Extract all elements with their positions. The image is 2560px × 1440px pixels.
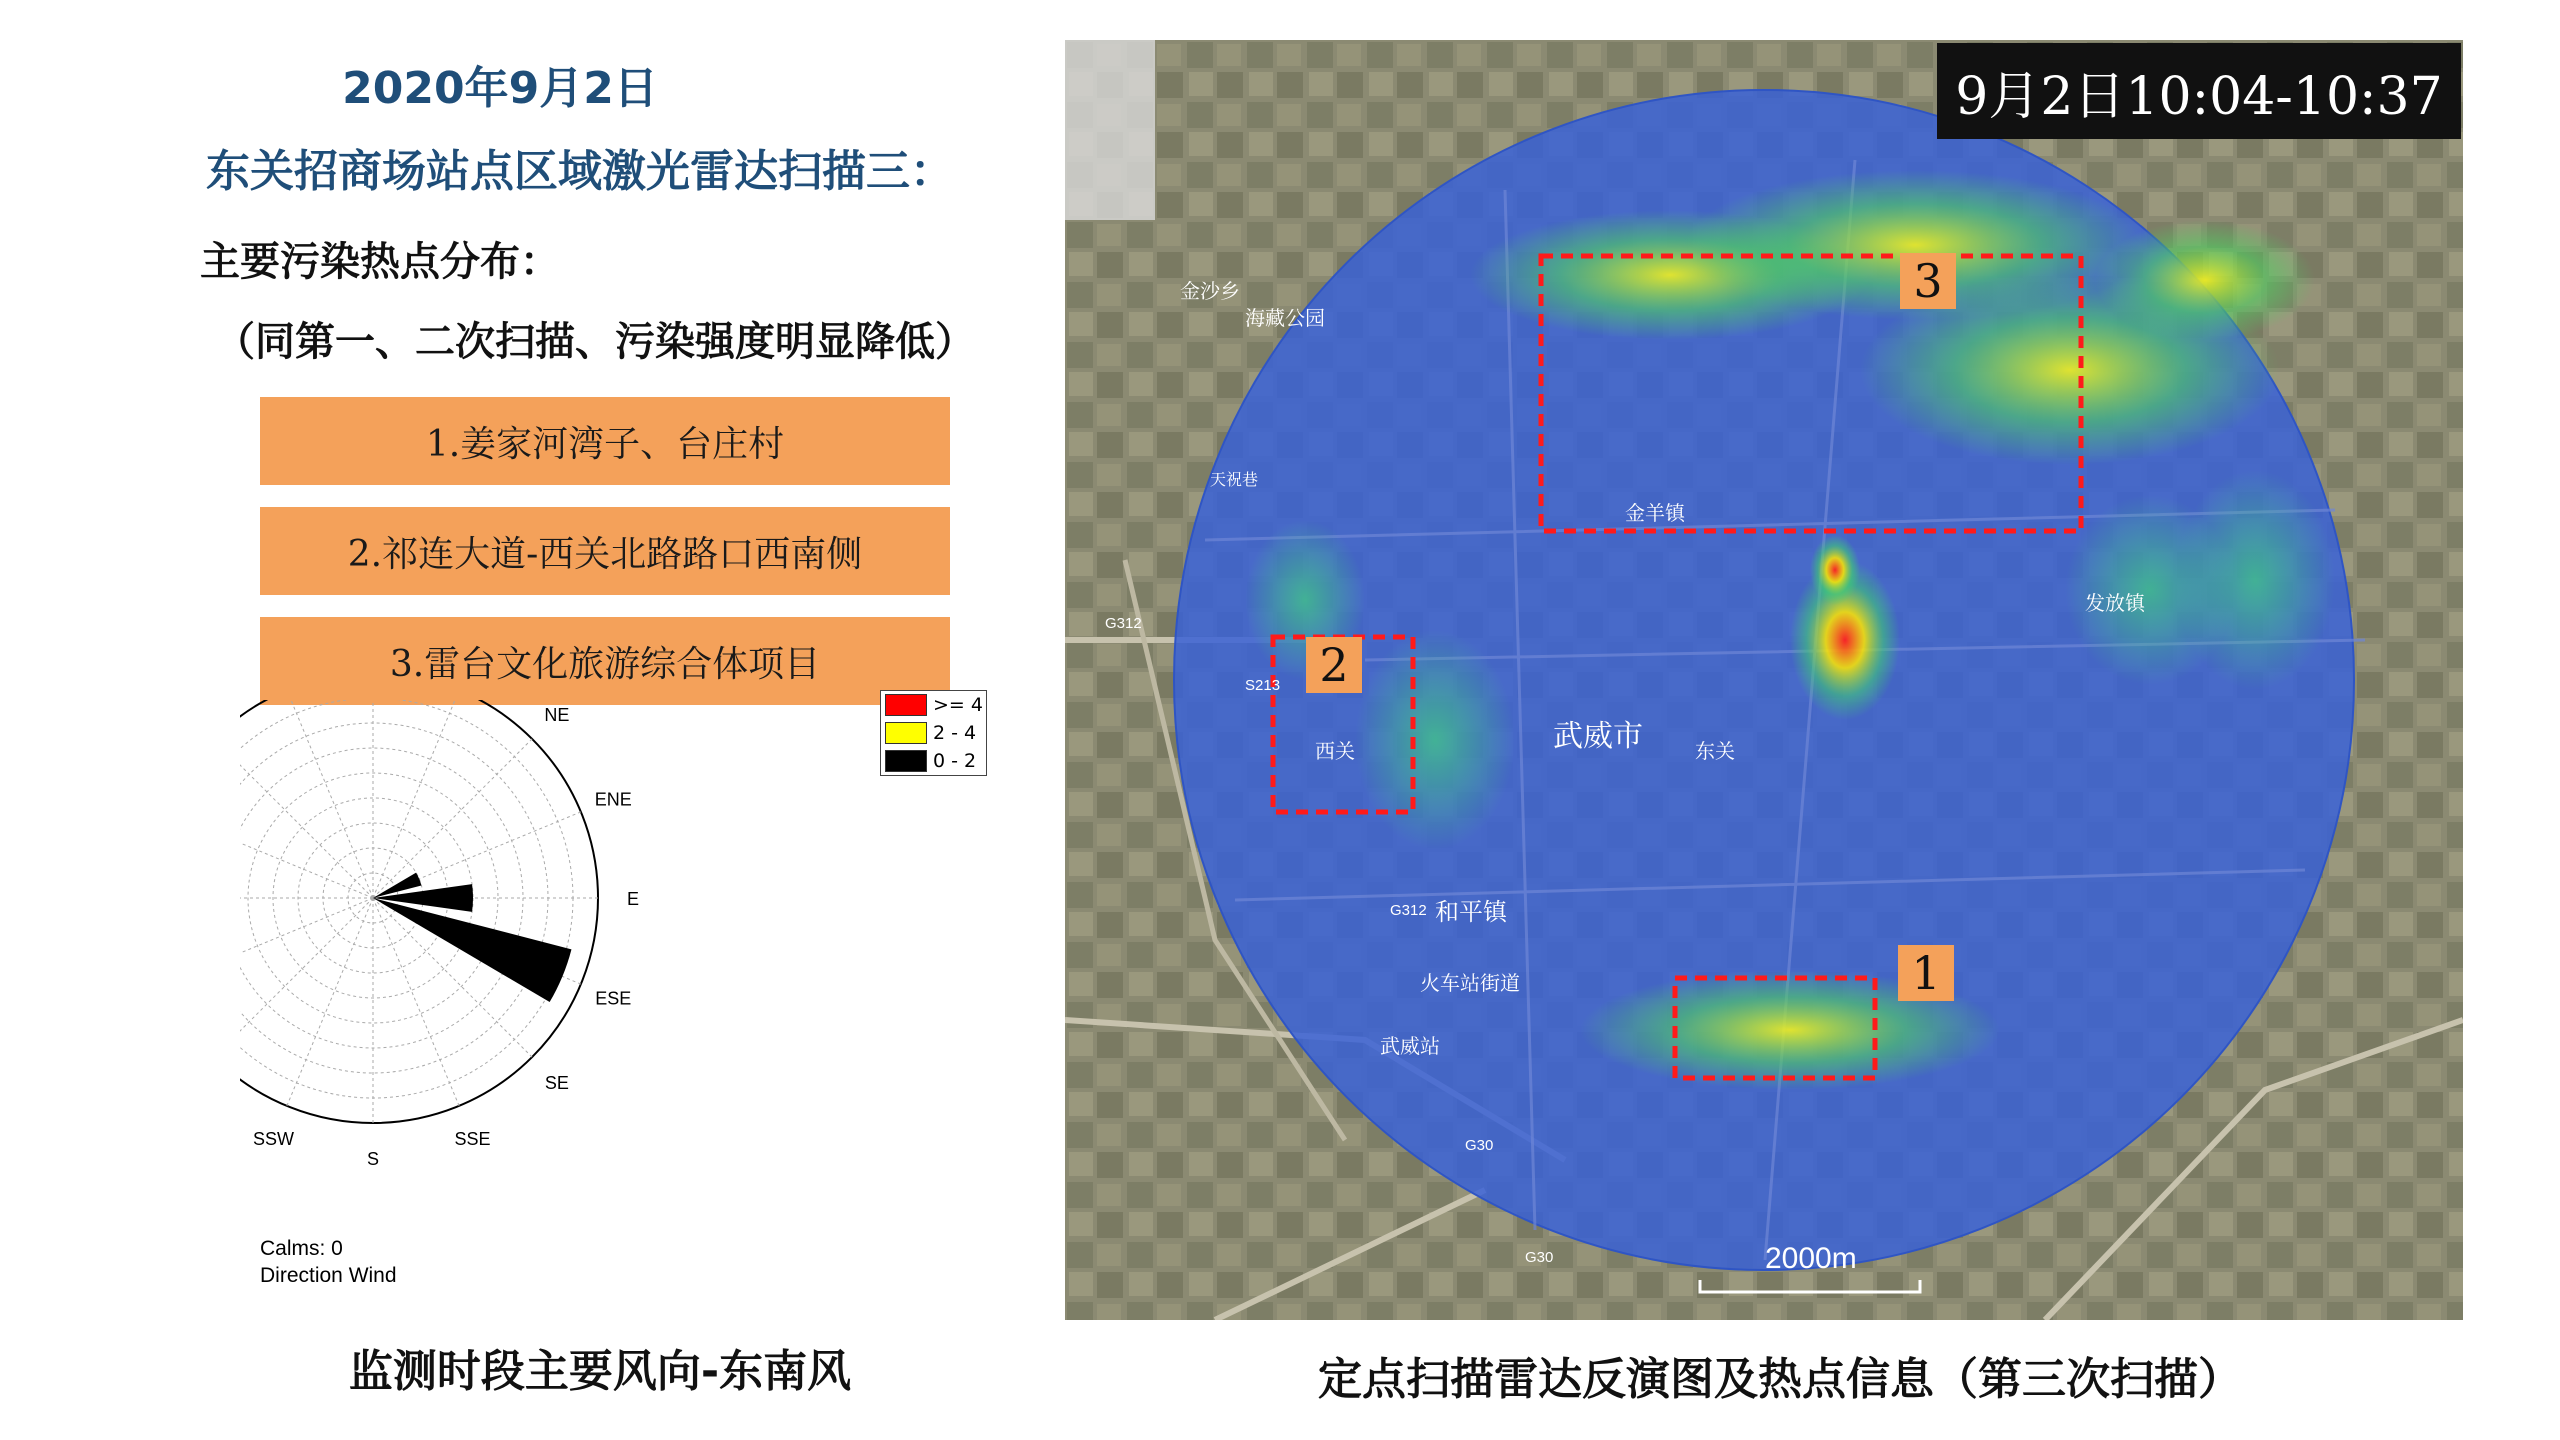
place-label: G312	[1105, 615, 1142, 632]
place-label: 海藏公园	[1245, 308, 1325, 330]
rose-spoke	[373, 700, 459, 898]
legend-row-high	[881, 691, 986, 719]
place-label: 武威站	[1380, 1036, 1440, 1058]
hotspot-heading: 主要污染热点分布：	[200, 239, 560, 285]
place-label: S213	[1245, 677, 1281, 694]
hotspot-note: （同第一、二次扫描、污染强度明显降低）	[215, 319, 975, 365]
legend-swatch-red	[885, 694, 927, 716]
hotspot-item-2: 2.祁连大道-西关北路路口西南侧	[260, 507, 950, 595]
place-label: 金羊镇	[1625, 503, 1685, 525]
place-label: G30	[1525, 1249, 1554, 1266]
rose-spoke	[240, 812, 373, 898]
rose-mode-label: Direction Wind	[260, 1264, 397, 1287]
scale-label: 2000m	[1765, 1242, 1857, 1275]
legend-swatch-yellow	[885, 722, 927, 744]
hotspot-item-3: 3.雷台文化旅游综合体项目	[260, 617, 950, 705]
legend-label: 2 - 4	[933, 722, 977, 744]
place-label: 天祝巷	[1210, 472, 1259, 489]
calms-label: Calms: 0	[260, 1237, 343, 1260]
rose-direction-label: S	[366, 1149, 380, 1169]
rose-spoke	[373, 739, 532, 898]
report-title: 东关招商场站点区域激光雷达扫描三：	[206, 146, 954, 197]
rose-direction-label: ENE	[594, 789, 632, 810]
place-label: 东关	[1695, 741, 1735, 763]
place-label: 金沙乡	[1180, 281, 1240, 303]
legend-label: >= 4	[933, 694, 983, 716]
rose-spoke	[287, 898, 373, 1106]
wind-rose-bars	[373, 873, 571, 1002]
legend-swatch-black	[885, 750, 927, 772]
place-label: 发放镇	[2085, 593, 2145, 615]
place-label: 火车站街道	[1420, 973, 1520, 995]
satellite-map-image	[1065, 40, 2463, 1320]
legend-label: 0 - 2	[933, 750, 977, 772]
hotspot-marker-3: 3	[1900, 253, 1956, 309]
legend-row-low	[881, 747, 986, 775]
wind-rose-chart	[240, 700, 1000, 1320]
rose-direction-label: SSE	[454, 1129, 491, 1150]
wind-direction-caption: 监测时段主要风向-东南风	[348, 1346, 852, 1397]
rose-spoke	[240, 739, 373, 898]
rose-direction-label: NE	[544, 705, 570, 726]
wind-rose-legend	[880, 690, 987, 776]
legend-row-mid	[881, 719, 986, 747]
radar-map	[1065, 40, 2463, 1320]
rose-spoke	[240, 898, 373, 984]
rose-spoke	[240, 898, 373, 1057]
rose-direction-label: ESE	[595, 988, 632, 1009]
rose-bar-ESE	[373, 898, 571, 1002]
scan-time-label: 9月2日10:04-10:37	[1937, 43, 2461, 139]
hotspot-item-1: 1.姜家河湾子、台庄村	[260, 397, 950, 485]
place-label: 和平镇	[1435, 899, 1507, 926]
place-label: 西关	[1315, 741, 1355, 763]
hotspot-marker-2: 2	[1306, 637, 1362, 693]
rose-direction-label: SSW	[252, 1129, 295, 1150]
map-caption: 定点扫描雷达反演图及热点信息（第三次扫描）	[1318, 1354, 2242, 1405]
report-date: 2020年9月2日	[342, 63, 658, 114]
rose-direction-label: E	[626, 889, 640, 909]
place-label: G312	[1390, 902, 1427, 919]
rose-direction-label: SE	[544, 1072, 569, 1093]
rose-bar-E	[373, 884, 473, 912]
place-label: 武威市	[1553, 720, 1643, 753]
place-label: G30	[1465, 1137, 1494, 1154]
hotspot-marker-1: 1	[1898, 945, 1954, 1001]
